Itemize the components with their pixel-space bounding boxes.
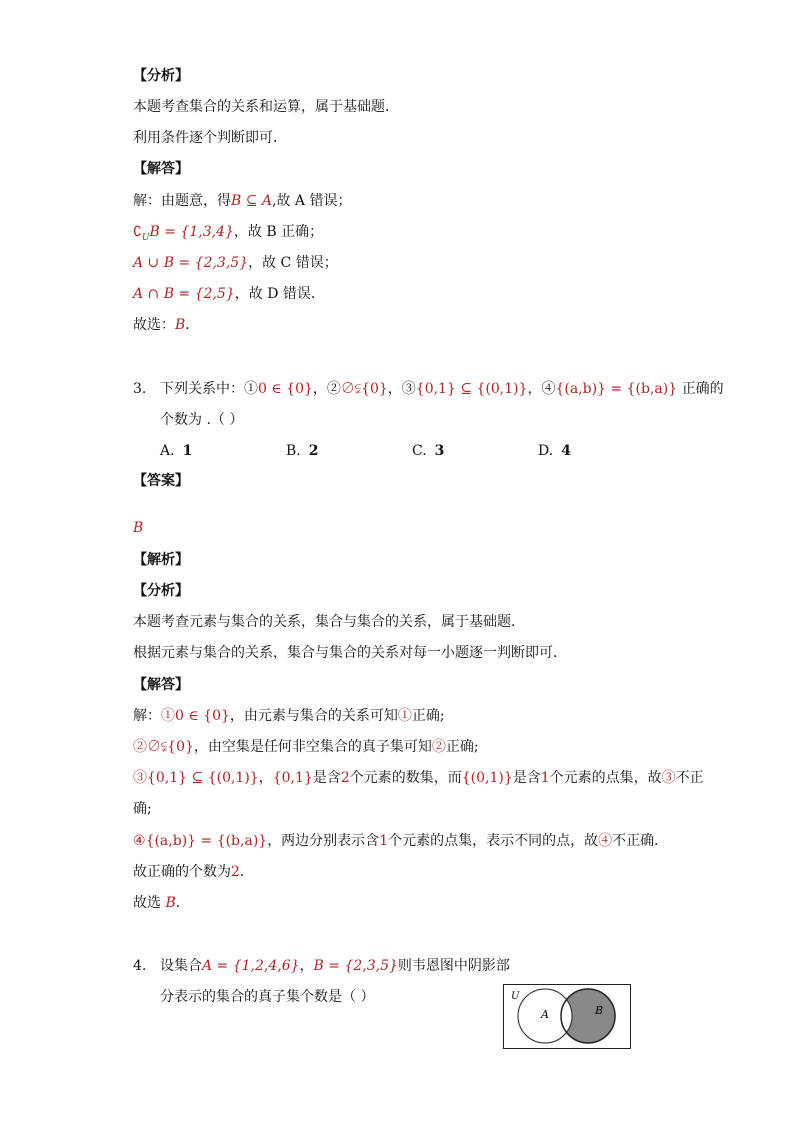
solution-line: ③{0,1} ⊆ {(0,1)}，{0,1}是含2个元素的数集，而{(0,1)}是含1个元素的点集，故③不正 bbox=[133, 770, 704, 786]
question-stem: 下列关系中：①0 ∈ {0}，②∅⫋{0}，③{0,1} ⊆ {(0,1)}，④{(a,b)} = {(b,a)} 正确的 bbox=[160, 381, 724, 397]
solution-line: A ∪ B = {2,3,5}，故 C 错误； bbox=[133, 255, 338, 271]
solution-line: 故选 B． bbox=[133, 895, 190, 911]
solution-heading: 【解答】 bbox=[133, 677, 189, 693]
explanation-heading: 【解析】 bbox=[133, 552, 189, 568]
analysis-text: 本题考查元素与集合的关系，集合与集合的关系，属于基础题． bbox=[133, 614, 525, 630]
solution-line: A ∩ B = {2,5}，故 D 错误． bbox=[133, 286, 325, 302]
analysis-text: 根据元素与集合的关系，集合与集合的关系对每一小题逐一判断即可． bbox=[133, 645, 567, 661]
question-stem: 个数为 .（ ） bbox=[160, 412, 244, 428]
solution-line: 故正确的个数为2． bbox=[133, 864, 254, 880]
question-stem: 分表示的集合的真子集个数是（ ） bbox=[160, 989, 375, 1005]
analysis-heading: 【分析】 bbox=[133, 68, 189, 84]
analysis-text: 利用条件逐个判断即可． bbox=[133, 130, 287, 146]
question-number: 3. bbox=[133, 381, 147, 397]
option-a[interactable]: A. 1 bbox=[160, 443, 193, 459]
solution-line: 故选：B． bbox=[133, 317, 200, 333]
solution-line: ④{(a,b)} = {(b,a)}，两边分别表示含1个元素的点集，表示不同的点，故④不正确． bbox=[133, 833, 669, 849]
option-d[interactable]: D. 4 bbox=[538, 443, 571, 459]
set-a-label: A bbox=[541, 1008, 549, 1021]
solution-line: 解：①0 ∈ {0}，由元素与集合的关系可知①正确; bbox=[133, 708, 445, 724]
set-b-label: B bbox=[595, 1004, 604, 1017]
solution-line: 确; bbox=[133, 801, 152, 817]
universe-label: U bbox=[511, 991, 520, 1002]
solution-line: 解：由题意，得B ⊆ A,故 A 错误； bbox=[133, 193, 352, 209]
option-b[interactable]: B. 2 bbox=[286, 443, 319, 459]
question-stem: 设集合A = {1,2,4,6}，B = {2,3,5}则韦恩图中阴影部 bbox=[160, 958, 510, 974]
question-number: 4. bbox=[133, 958, 147, 974]
option-c[interactable]: C. 3 bbox=[412, 443, 445, 459]
answer-key: B bbox=[133, 520, 144, 536]
answer-key-heading: 【答案】 bbox=[133, 473, 189, 489]
venn-diagram bbox=[503, 984, 631, 1050]
analysis-text: 本题考查集合的关系和运算，属于基础题． bbox=[133, 99, 399, 115]
analysis-heading: 【分析】 bbox=[133, 583, 189, 599]
solution-line: $∁_UB = \{1,3,4\}$，故 B 正确； bbox=[133, 224, 324, 243]
solution-line: ②∅⫋{0}，由空集是任何非空集合的真子集可知②正确; bbox=[133, 739, 479, 755]
solution-heading: 【解答】 bbox=[133, 161, 189, 177]
